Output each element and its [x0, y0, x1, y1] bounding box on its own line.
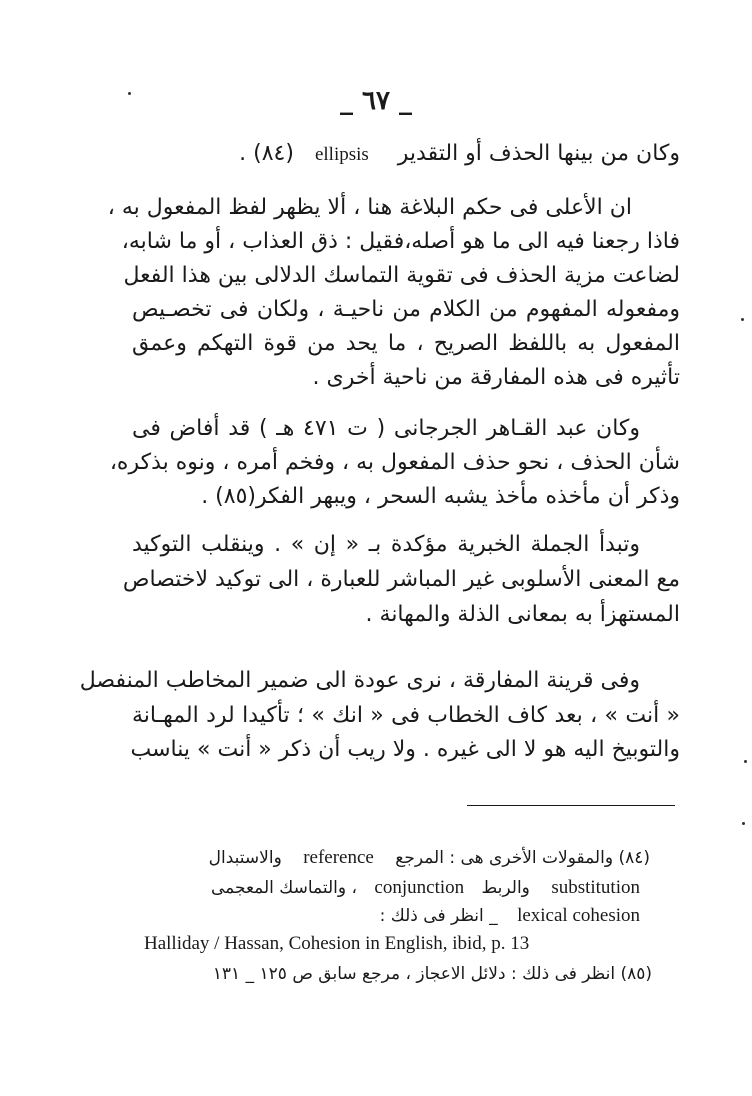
heading-latin: ellipsis [314, 144, 369, 165]
paragraph-line: وفى قرينة المفارقة ، نرى عودة الى ضمير المخاطب المنفصل [79, 668, 640, 693]
footnote-term: conjunction [374, 877, 465, 898]
footnote-84-line-2 [140, 876, 640, 900]
paragraph-line: المستهزأ به بمعانى الذلة والمهانة . [365, 602, 680, 627]
footnote-text: والاستبدال [208, 848, 282, 868]
paragraph-line: المفعول به باللفظ الصريح ، ما يحد من قوة التهكم وعمق [132, 331, 680, 356]
scan-speck [741, 318, 744, 321]
footnote-text: _ انظر فى ذلك : [379, 906, 498, 926]
page-number: _ ٦٧ _ [339, 86, 413, 116]
footnote-85: (٨٥) انظر فى ذلك : دلائل الاعجاز ، مرجع سابق ص ١٢٥ _ ١٣١ [212, 964, 652, 984]
paragraph-line: تأثيره فى هذه المفارقة من ناحية أخرى . [312, 365, 680, 390]
paragraph-line: وذكر أن مأخذه مأخذ يشبه السحر ، ويبهر الفكر(٨٥) . [201, 484, 680, 509]
scan-speck [744, 760, 747, 763]
scan-speck [128, 92, 131, 95]
footnote-84-citation: Halliday / Hassan, Cohesion in English, ibid, p. 13 [144, 933, 530, 954]
footnote-text: (٨٤) والمقولات الأخرى هى : المرجع [395, 848, 650, 868]
footnote-84-line-3 [300, 904, 640, 928]
heading-footnote-ref: (٨٤) . [239, 141, 294, 166]
paragraph-line: وتبدأ الجملة الخبرية مؤكدة بـ « إن » . وينقلب التوكيد [132, 532, 640, 557]
paragraph-line: ان الأعلى فى حكم البلاغة هنا ، ألا يظهر لفظ المفعول به ، [107, 195, 632, 220]
paragraph-line: فاذا رجعنا فيه الى ما هو أصله،فقيل : ذق العذاب ، أو ما شابه، [121, 229, 680, 254]
footnote-term: reference [303, 847, 374, 868]
paragraph-line: ومفعوله المفهوم من الكلام من ناحيـة ، ولكان فى تخصـيص [132, 297, 680, 322]
heading-arabic: وكان من بينها الحذف أو التقدير [397, 141, 680, 166]
footnote-term: substitution [551, 877, 640, 898]
footnote-term: lexical cohesion [517, 905, 640, 926]
paragraph-line: مع المعنى الأسلوبى غير المباشر للعبارة ، الى توكيد لاختصاص [122, 567, 680, 592]
paragraph-line: « أنت » ، بعد كاف الخطاب فى « انك » ؛ تأكيدا لرد المهـانة [132, 703, 680, 728]
paragraph-line: والتوبيخ اليه هو لا الى غيره . ولا ريب أن ذكر « أنت » يناسب [130, 737, 680, 762]
paragraph-line: وكان عبد القـاهر الجرجانى ( ت ٤٧١ هـ ) قد أفاض فى [132, 416, 640, 441]
paragraph-line: لضاعت مزية الحذف فى تقوية التماسك الدلالى بين هذا الفعل [123, 263, 680, 288]
footnote-84-line-1 [140, 846, 650, 870]
footnote-divider [467, 805, 675, 806]
footnote-text: والربط [481, 878, 530, 898]
footnote-text: ، والتماسك المعجمى [210, 878, 358, 898]
section-heading [160, 139, 680, 170]
scan-speck [742, 822, 745, 825]
paragraph-line: شأن الحذف ، نحو حذف المفعول به ، وفخم أمره ، ونوه بذكره، [109, 450, 680, 475]
